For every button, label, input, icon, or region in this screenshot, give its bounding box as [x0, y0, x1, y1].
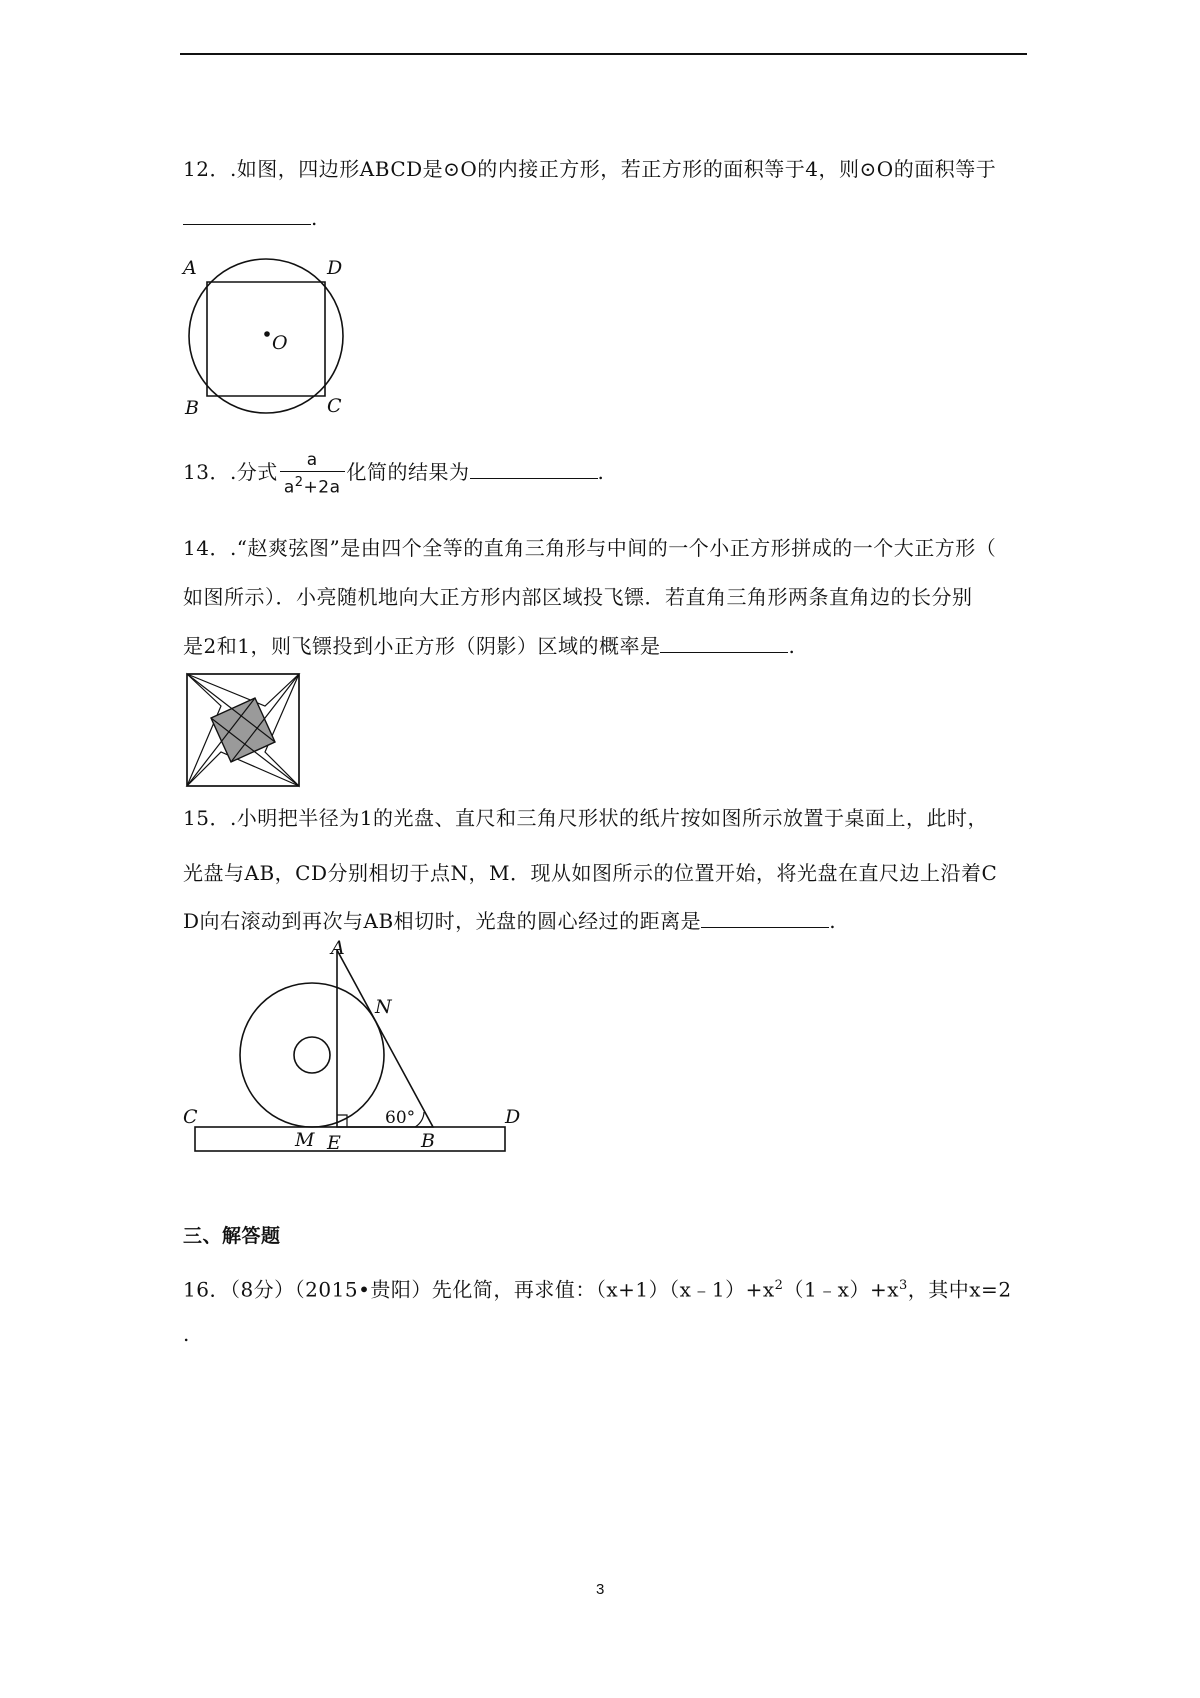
inscribed-square	[207, 282, 325, 396]
label-n: N	[375, 996, 392, 1018]
label-c: C	[327, 395, 342, 417]
q12-figure	[175, 250, 375, 420]
label-angle: 60°	[385, 1108, 416, 1128]
header-rule	[180, 53, 1027, 55]
q15-line1: 15．.小明把半径为1的光盘、直尺和三角尺形状的纸片按如图所示放置于桌面上，此时，	[183, 806, 989, 830]
page-number: 3	[596, 1581, 605, 1598]
q12-blank	[183, 204, 311, 225]
label-o: O	[272, 332, 288, 354]
q14-blank	[660, 632, 788, 653]
q13-text: 13．.分式 $\frac{a}{a^2+2a}$ 化简的结果为 .	[183, 449, 605, 498]
section-title: 三、解答题	[183, 1225, 281, 1247]
q12-answer-line: .	[183, 204, 318, 232]
q12-text: 12．.如图，四边形ABCD是⊙O的内接正方形，若正方形的面积等于4，则⊙O的面积等于	[183, 157, 997, 181]
q15-line2: 光盘与AB，CD分别相切于点N，M．现从如图所示的位置开始，将光盘在直尺边上沿着C	[183, 861, 998, 885]
set-square	[337, 950, 433, 1127]
q14-line3: 是2和1，则飞镖投到小正方形（阴影）区域的概率是 .	[183, 634, 796, 658]
label-e: E	[327, 1132, 341, 1154]
q15-blank	[701, 907, 829, 928]
q15-figure	[175, 940, 530, 1155]
q14-line1: 14．.“赵爽弦图”是由四个全等的直角三角形与中间的一个小正方形拼成的一个大正方形（	[183, 536, 997, 560]
ruler	[195, 1127, 505, 1151]
q13-fraction: $\frac{a}{a^2+2a}$	[280, 449, 345, 499]
label-d: D	[505, 1106, 521, 1128]
label-b: B	[421, 1130, 435, 1152]
disc-hole	[294, 1037, 330, 1073]
disc	[240, 983, 384, 1127]
q14-line2: 如图所示）．小亮随机地向大正方形内部区域投飞镖．若直角三角形两条直角边的长分别	[183, 585, 973, 609]
label-b: B	[185, 397, 199, 419]
q16-line2: .	[183, 1322, 190, 1346]
label-d: D	[327, 257, 343, 279]
label-c: C	[183, 1106, 198, 1128]
label-m: M	[295, 1129, 315, 1151]
q13-blank	[470, 458, 598, 479]
q14-figure	[185, 672, 303, 790]
q15-line3: D向右滚动到再次与AB相切时，光盘的圆心经过的距离是 .	[183, 909, 837, 933]
center-dot	[264, 331, 270, 337]
label-a: A	[183, 257, 197, 279]
label-a: A	[331, 940, 345, 959]
angle-arc	[415, 1112, 424, 1127]
q16-line1: 16．（8分）（2015•贵阳）先化简，再求值：$(x+1)(x﹣1)+x^2(1﹣x)+x^3$，其中x=2	[183, 1277, 1012, 1302]
